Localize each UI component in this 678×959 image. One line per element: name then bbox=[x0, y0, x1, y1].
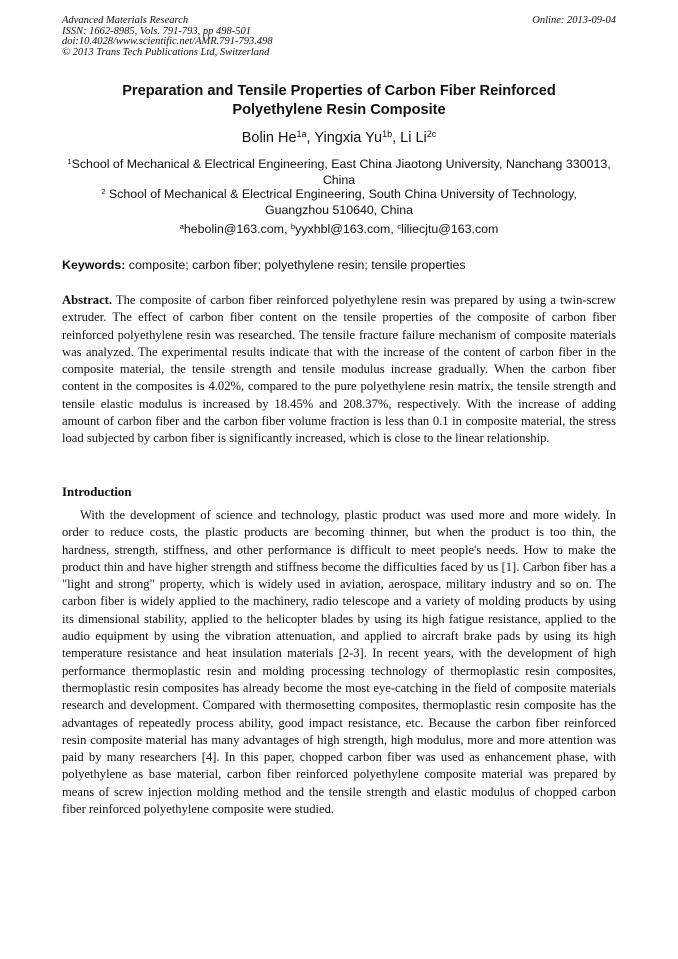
affiliation-text: Guangzhou 510640, China bbox=[264, 202, 414, 217]
keywords-text: composite; carbon fiber; polyethylene resin; tensile properties bbox=[125, 258, 466, 272]
title-line-2: Polyethylene Resin Composite bbox=[232, 102, 446, 118]
affiliation-text: School of Mechanical & Electrical Engineering, South China University of Technology, bbox=[105, 187, 577, 201]
journal-issn: ISSN: 1662-8985, Vols. 791-793, pp 498-501 bbox=[62, 25, 251, 37]
introduction-paragraph: With the development of science and technology, plastic product was used more and more widely. In order to reduce costs, the plastic products are becoming thinner, but when the product is too thin, the hardness, strength, stiffness, and other performance is difficult to meet people's needs. How to make the product thin and have higher strength and stiffness become the difficulties faced by us [1]. Carbon fiber has a "light and strong" property, which is widely used in aviation, aerospace, military industry and so on. The carbon fiber is widely applied to the machinery, radio telescope and a variety of molding products by using its dimensional stability, applied to the helicopter blades by using its high fatigue resistance, applied to the audio equipment by using the vibration attenuation, and applied to aircraft brake pads by using its high temperature resistance and heat insulation materials [2-3]. In recent years, with the development of high performance thermoplastic resin and molding processing technology of thermoplastic resin composites, thermoplastic resin composites has already become the most eye-catching in the field of composite materials research and development. Compared with thermosetting composites, thermoplastic resin composite has the advantages of repeatedly process ability, good impact resistance, etc. Because the carbon fiber reinforced resin composite material has many advantages of high strength, high modulus, more and more attention was paid by many researchers [4]. In this paper, chopped carbon fiber was used as enhancement phase, with polyethylene as base material, carbon fiber reinforced polyethylene composite material was prepared by means of screw injection molding method and the tensile strength and elastic modulus of chopped carbon fiber reinforced polyethylene composite were studied. bbox=[62, 508, 616, 817]
abstract-paragraph bbox=[62, 292, 616, 448]
email-list: $^a$hebolin@163.com, $^b$yyxhbl@163.com, $^c$liliecjtu@163.com bbox=[179, 221, 499, 236]
email-address: yyxhbl@163.com bbox=[295, 222, 391, 236]
email-mark: a bbox=[179, 221, 184, 231]
section-heading-introduction: Introduction bbox=[62, 485, 132, 499]
author-mark: 1b bbox=[382, 129, 393, 140]
author-name: Bolin He bbox=[241, 130, 297, 146]
online-date: Online: 2013-09-04 bbox=[532, 15, 616, 26]
journal-doi: doi:10.4028/www.scientific.net/AMR.791-793.498 bbox=[62, 36, 273, 48]
title-line-1: Preparation and Tensile Properties of Carbon Fiber Reinforced bbox=[122, 83, 556, 99]
affiliation-mark: 2 bbox=[101, 186, 106, 196]
keywords-line bbox=[62, 258, 616, 273]
affiliation-text: China bbox=[322, 172, 356, 187]
affiliation-1 bbox=[62, 157, 616, 188]
journal-copyright: © 2013 Trans Tech Publications Ltd, Switzerland bbox=[62, 46, 270, 58]
email-address: hebolin@163.com bbox=[183, 222, 284, 236]
affiliation-2 bbox=[62, 187, 616, 218]
author-mark: 2c bbox=[426, 129, 437, 140]
email-mark: b bbox=[290, 221, 296, 231]
abstract-label: Abstract. bbox=[62, 293, 113, 307]
author-mark: 1a bbox=[296, 129, 307, 140]
author-name: Li Li bbox=[400, 130, 427, 146]
journal-header bbox=[62, 16, 273, 58]
affiliation-mark: 1 bbox=[67, 156, 72, 166]
paper-title bbox=[62, 82, 616, 120]
email-mark: c bbox=[397, 221, 402, 231]
keywords-label: Keywords: bbox=[62, 258, 126, 272]
affiliation-text: School of Mechanical & Electrical Engineering, East China Jiaotong University, Nanchang 330013, bbox=[71, 157, 611, 171]
email-address: liliecjtu@163.com bbox=[401, 222, 499, 236]
abstract-text: The composite of carbon fiber reinforced polyethylene resin was prepared by using a twin-screw extruder. The effect of carbon fiber content on the tensile properties of the composite of carbon fiber reinforced polyethylene resin was researched. The tensile fracture failure mechanism of composite materials was analyzed. The experimental results indicate that with the increase of the content of carbon fiber in the composite material, the tensile strength and tensile modulus increase gradually. When the carbon fiber content in the composites is 4.02%, compared to the pure polyethylene resin matrix, the tensile strength and tensile elastic modulus is increased by 18.45% and 208.37%, respectively. With the increase of adding amount of carbon fiber and the carbon fiber volume fraction is less than 0.1 in composite material, the stress load subjected by carbon fiber is significantly increased, which is close to the linear relationship. bbox=[62, 293, 616, 446]
journal-name: Advanced Materials Research bbox=[62, 15, 189, 26]
author-name: Yingxia Yu bbox=[314, 130, 383, 146]
author-list: Bolin $He^{1a}$, Yingxia $Yu^{1b}$, Li $Li^{2c}$ bbox=[241, 129, 437, 146]
